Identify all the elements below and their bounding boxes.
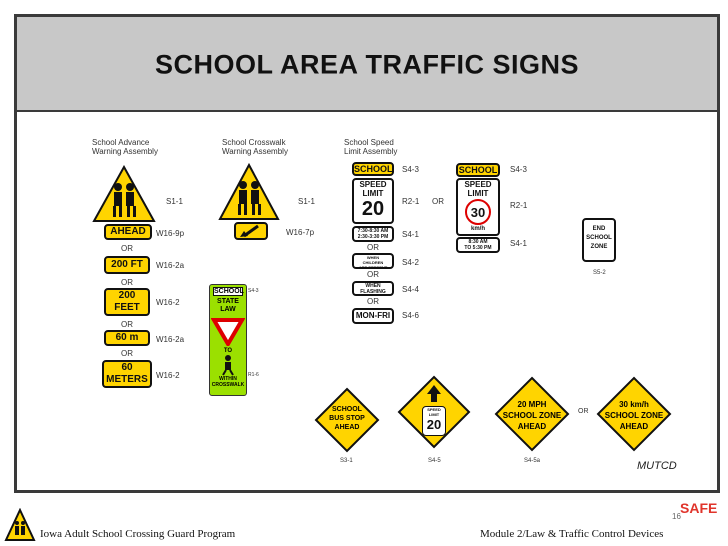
section-advance-title: School Advance Warning Assembly xyxy=(92,138,158,156)
speed-limit-20-sign: SPEED LIMIT 20 xyxy=(352,178,394,224)
or-label: OR xyxy=(578,408,589,415)
code-s4-4: S4-4 xyxy=(402,285,419,294)
code-s4-2: S4-2 xyxy=(402,258,419,267)
when-children-plaque: WHEN CHILDREN ARE PRESENT xyxy=(352,253,394,269)
or-label: OR xyxy=(121,320,133,329)
code-w16-2a: W16-2a xyxy=(156,335,185,344)
school-children-warning-sign xyxy=(92,165,156,223)
code-w16-2: W16-2 xyxy=(156,371,180,380)
code-s4-5a: S4-5a xyxy=(524,458,541,464)
or-label: OR xyxy=(367,270,379,279)
or-label: OR xyxy=(121,244,133,253)
bus-stop-text: SCHOOL BUS STOP AHEAD xyxy=(329,406,365,431)
code-s4-3: S4-3 xyxy=(402,165,419,174)
section-speed-title: School Speed Limit Assembly xyxy=(344,138,398,156)
end-school-zone-sign: END SCHOOL ZONE xyxy=(582,218,616,262)
speed-30-circle: 30 xyxy=(465,199,491,225)
mutcd-label: MUTCD xyxy=(637,460,677,472)
within-crosswalk-text: WITHIN CROSSWALK xyxy=(211,376,245,388)
code-r2-1: R2-1 xyxy=(402,197,420,206)
or-label: OR xyxy=(432,197,444,206)
mon-fri-plaque: MON-FRI xyxy=(352,308,394,324)
code-s5-2: S5-2 xyxy=(593,270,606,276)
in-street-school-crossing-sign xyxy=(209,284,247,396)
section-crosswalk-title: School Crosswalk Warning Assembly xyxy=(222,138,288,156)
speed-limit-30kmh-sign: SPEED LIMIT 30 km/h xyxy=(456,178,500,236)
to-text: TO xyxy=(223,348,233,354)
title-bar xyxy=(17,17,717,112)
code-r1-6: R1-6 xyxy=(248,372,259,378)
school-crosswalk-warning-sign xyxy=(218,163,280,221)
200-feet-plaque: 200 FEET xyxy=(104,288,150,316)
code-r2-1: R2-1 xyxy=(510,201,528,210)
code-s3-1: S3-1 xyxy=(340,458,353,464)
code-w16-2: W16-2 xyxy=(156,298,180,307)
slide-title: SCHOOL AREA TRAFFIC SIGNS xyxy=(154,49,579,80)
school-header: SCHOOL xyxy=(214,288,244,295)
speed-limit-20-inset: SPEED LIMIT 20 xyxy=(422,406,446,436)
20mph-text: 20 MPH SCHOOL ZONE AHEAD xyxy=(502,400,562,431)
state-law-text: STATE LAW xyxy=(217,298,239,313)
footer-program-name: Iowa Adult School Crossing Guard Program xyxy=(40,528,236,540)
code-s4-1: S4-1 xyxy=(402,230,419,239)
when-flashing-plaque: WHEN FLASHING xyxy=(352,281,394,296)
safe-logo-text: SAFE xyxy=(680,500,718,516)
code-w16-9p: W16-9p xyxy=(156,229,185,238)
time-plaque-metric: 8:30 AM TO 5:30 PM xyxy=(456,237,500,253)
60m-plaque: 60 m xyxy=(104,330,150,346)
code-s4-3: S4-3 xyxy=(510,165,527,174)
code-s4-6: S4-6 xyxy=(402,311,419,320)
or-label: OR xyxy=(367,297,379,306)
60-meters-plaque: 60 METERS xyxy=(102,360,152,388)
code-s4-5: S4-5 xyxy=(428,458,441,464)
code-s4-3: S4-3 xyxy=(248,288,259,294)
time-plaque: 7:30-8:30 AM 2:30-3:30 PM xyxy=(352,226,394,242)
or-label: OR xyxy=(367,243,379,252)
200ft-plaque: 200 FT xyxy=(104,256,150,274)
pedestrian-icon xyxy=(211,354,245,376)
diagonal-arrow-plaque xyxy=(234,222,268,240)
footer-module-name: Module 2/Law & Traffic Control Devices xyxy=(480,528,664,540)
or-label: OR xyxy=(121,278,133,287)
diagonal-arrow-icon xyxy=(236,224,266,238)
code-s4-1: S4-1 xyxy=(510,239,527,248)
page-number: 16 xyxy=(672,512,681,521)
30kmh-text: 30 km/h SCHOOL ZONE AHEAD xyxy=(604,400,664,431)
school-header-plaque: SCHOOL xyxy=(456,163,500,177)
school-header-plaque: SCHOOL xyxy=(354,164,393,174)
crossing-guard-logo-icon xyxy=(4,508,36,542)
or-label: OR xyxy=(121,349,133,358)
code-s1-1: S1-1 xyxy=(298,197,315,206)
ahead-plaque: AHEAD xyxy=(104,224,152,240)
code-w16-2a: W16-2a xyxy=(156,261,185,270)
yield-icon xyxy=(211,316,245,346)
code-s1-1: S1-1 xyxy=(166,197,183,206)
code-w16-7p: W16-7p xyxy=(286,228,315,237)
